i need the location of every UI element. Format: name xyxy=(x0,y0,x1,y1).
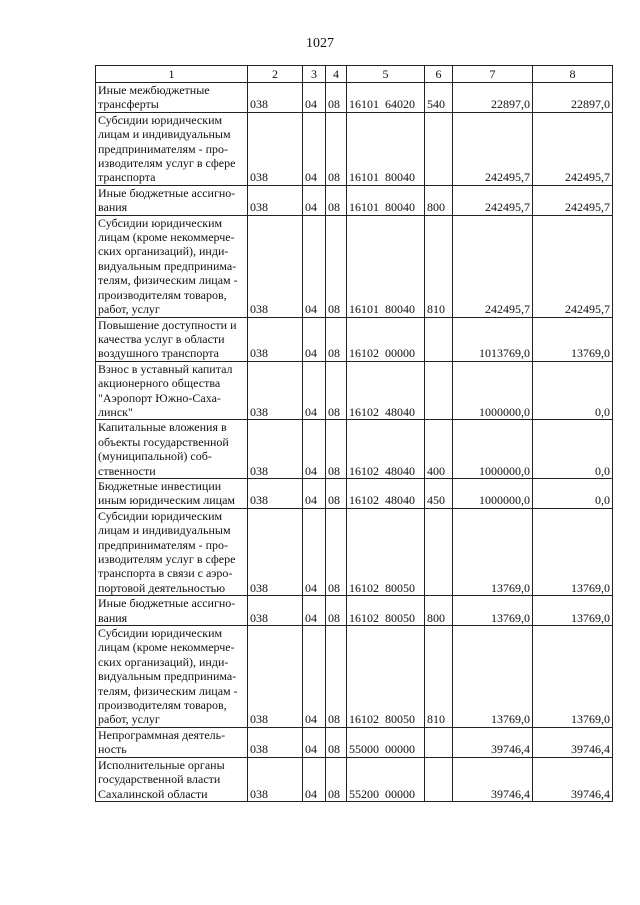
amount-col-8: 0,0 xyxy=(533,361,613,420)
section-code: 04 xyxy=(303,112,326,185)
table-row xyxy=(96,215,613,317)
expense-type-code: 450 xyxy=(425,478,453,508)
row-description: Взнос в уставный капитал акционерного общества "Аэропорт Южно-Саха- линск" xyxy=(96,361,248,420)
table-row xyxy=(96,757,613,801)
section-code: 04 xyxy=(303,420,326,479)
target-article-code: 16102 80050 xyxy=(347,508,425,595)
row-description: Иные бюджетные ассигно- вания xyxy=(96,596,248,626)
row-description: Иные бюджетные ассигно- вания xyxy=(96,185,248,215)
table-row xyxy=(96,317,613,361)
expense-type-code xyxy=(425,727,453,757)
subsection-code: 08 xyxy=(326,112,347,185)
amount-col-7: 1000000,0 xyxy=(453,478,533,508)
subsection-code: 08 xyxy=(326,83,347,113)
table-row xyxy=(96,83,613,113)
subsection-code: 08 xyxy=(326,508,347,595)
target-article-code: 16102 00000 xyxy=(347,317,425,361)
ministry-code: 038 xyxy=(248,626,303,728)
target-article-code: 16101 64020 xyxy=(347,83,425,113)
target-article-code: 55200 00000 xyxy=(347,757,425,801)
target-article-code: 16101 80040 xyxy=(347,215,425,317)
row-description: Иные межбюджетные трансферты xyxy=(96,83,248,113)
amount-col-7: 13769,0 xyxy=(453,508,533,595)
ministry-code: 038 xyxy=(248,478,303,508)
subsection-code: 08 xyxy=(326,215,347,317)
section-code: 04 xyxy=(303,757,326,801)
ministry-code: 038 xyxy=(248,317,303,361)
row-description: Капитальные вложения в объекты государственной (муниципальной) соб- ственности xyxy=(96,420,248,479)
ministry-code: 038 xyxy=(248,727,303,757)
target-article-code: 16102 48040 xyxy=(347,361,425,420)
amount-col-8: 242495,7 xyxy=(533,112,613,185)
subsection-code: 08 xyxy=(326,757,347,801)
ministry-code: 038 xyxy=(248,508,303,595)
ministry-code: 038 xyxy=(248,83,303,113)
row-description: Непрограммная деятель- ность xyxy=(96,727,248,757)
row-description: Субсидии юридическим лицам и индивидуальным предпринимателям - про- изводителям услуг в сфере транспорта xyxy=(96,112,248,185)
expense-type-code: 810 xyxy=(425,626,453,728)
section-code: 04 xyxy=(303,727,326,757)
amount-col-8: 22897,0 xyxy=(533,83,613,113)
subsection-code: 08 xyxy=(326,185,347,215)
target-article-code: 16102 80050 xyxy=(347,626,425,728)
row-description: Исполнительные органы государственной власти Сахалинской области xyxy=(96,757,248,801)
subsection-code: 08 xyxy=(326,727,347,757)
expense-type-code xyxy=(425,112,453,185)
target-article-code: 16102 48040 xyxy=(347,478,425,508)
expense-type-code xyxy=(425,508,453,595)
page-number: 1027 xyxy=(306,36,334,51)
amount-col-8: 13769,0 xyxy=(533,626,613,728)
expense-type-code: 800 xyxy=(425,185,453,215)
column-header: 6 xyxy=(425,66,453,83)
amount-col-7: 242495,7 xyxy=(453,185,533,215)
target-article-code: 16102 80050 xyxy=(347,596,425,626)
amount-col-7: 242495,7 xyxy=(453,215,533,317)
table-row xyxy=(96,478,613,508)
subsection-code: 08 xyxy=(326,596,347,626)
column-header: 5 xyxy=(347,66,425,83)
target-article-code: 55000 00000 xyxy=(347,727,425,757)
column-header: 2 xyxy=(248,66,303,83)
expense-type-code: 540 xyxy=(425,83,453,113)
amount-col-8: 0,0 xyxy=(533,420,613,479)
section-code: 04 xyxy=(303,185,326,215)
row-description: Субсидии юридическим лицам (кроме некоммерче- ских организаций), инди- видуальным предпринима- телям, физическим лицам - производителям товаров, работ, услуг xyxy=(96,626,248,728)
header-row xyxy=(96,66,613,83)
expense-type-code: 810 xyxy=(425,215,453,317)
section-code: 04 xyxy=(303,626,326,728)
section-code: 04 xyxy=(303,596,326,626)
amount-col-8: 0,0 xyxy=(533,478,613,508)
section-code: 04 xyxy=(303,317,326,361)
amount-col-7: 22897,0 xyxy=(453,83,533,113)
target-article-code: 16101 80040 xyxy=(347,112,425,185)
amount-col-7: 242495,7 xyxy=(453,112,533,185)
row-description: Субсидии юридическим лицам (кроме некоммерче- ских организаций), инди- видуальным предпринима- телям, физическим лицам - производителям товаров, работ, услуг xyxy=(96,215,248,317)
amount-col-7: 39746,4 xyxy=(453,727,533,757)
ministry-code: 038 xyxy=(248,361,303,420)
amount-col-8: 242495,7 xyxy=(533,215,613,317)
ministry-code: 038 xyxy=(248,112,303,185)
section-code: 04 xyxy=(303,361,326,420)
column-header: 4 xyxy=(326,66,347,83)
amount-col-7: 13769,0 xyxy=(453,626,533,728)
table-row xyxy=(96,508,613,595)
section-code: 04 xyxy=(303,83,326,113)
subsection-code: 08 xyxy=(326,361,347,420)
amount-col-7: 1000000,0 xyxy=(453,420,533,479)
expense-type-code: 400 xyxy=(425,420,453,479)
column-header: 3 xyxy=(303,66,326,83)
target-article-code: 16102 48040 xyxy=(347,420,425,479)
expense-type-code xyxy=(425,317,453,361)
table-row xyxy=(96,185,613,215)
table-row xyxy=(96,112,613,185)
amount-col-8: 13769,0 xyxy=(533,317,613,361)
row-description: Субсидии юридическим лицам и индивидуальным предпринимателям - про- изводителям услуг в сфере транспорта в связи с аэро- портовой деятельностью xyxy=(96,508,248,595)
amount-col-7: 1000000,0 xyxy=(453,361,533,420)
ministry-code: 038 xyxy=(248,596,303,626)
subsection-code: 08 xyxy=(326,317,347,361)
table-row xyxy=(96,361,613,420)
section-code: 04 xyxy=(303,215,326,317)
amount-col-8: 39746,4 xyxy=(533,757,613,801)
expense-type-code: 800 xyxy=(425,596,453,626)
amount-col-8: 39746,4 xyxy=(533,727,613,757)
amount-col-7: 13769,0 xyxy=(453,596,533,626)
subsection-code: 08 xyxy=(326,420,347,479)
table-row xyxy=(96,420,613,479)
expense-type-code xyxy=(425,757,453,801)
target-article-code: 16101 80040 xyxy=(347,185,425,215)
table-row xyxy=(96,727,613,757)
section-code: 04 xyxy=(303,508,326,595)
amount-col-8: 242495,7 xyxy=(533,185,613,215)
amount-col-7: 1013769,0 xyxy=(453,317,533,361)
column-header: 8 xyxy=(533,66,613,83)
subsection-code: 08 xyxy=(326,478,347,508)
ministry-code: 038 xyxy=(248,420,303,479)
table-row xyxy=(96,626,613,728)
table-row xyxy=(96,596,613,626)
expense-type-code xyxy=(425,361,453,420)
column-header: 1 xyxy=(96,66,248,83)
budget-table xyxy=(95,65,613,802)
row-description: Бюджетные инвестиции иным юридическим лицам xyxy=(96,478,248,508)
column-header: 7 xyxy=(453,66,533,83)
section-code: 04 xyxy=(303,478,326,508)
amount-col-7: 39746,4 xyxy=(453,757,533,801)
ministry-code: 038 xyxy=(248,215,303,317)
row-description: Повышение доступности и качества услуг в области воздушного транспорта xyxy=(96,317,248,361)
amount-col-8: 13769,0 xyxy=(533,508,613,595)
ministry-code: 038 xyxy=(248,185,303,215)
ministry-code: 038 xyxy=(248,757,303,801)
amount-col-8: 13769,0 xyxy=(533,596,613,626)
subsection-code: 08 xyxy=(326,626,347,728)
